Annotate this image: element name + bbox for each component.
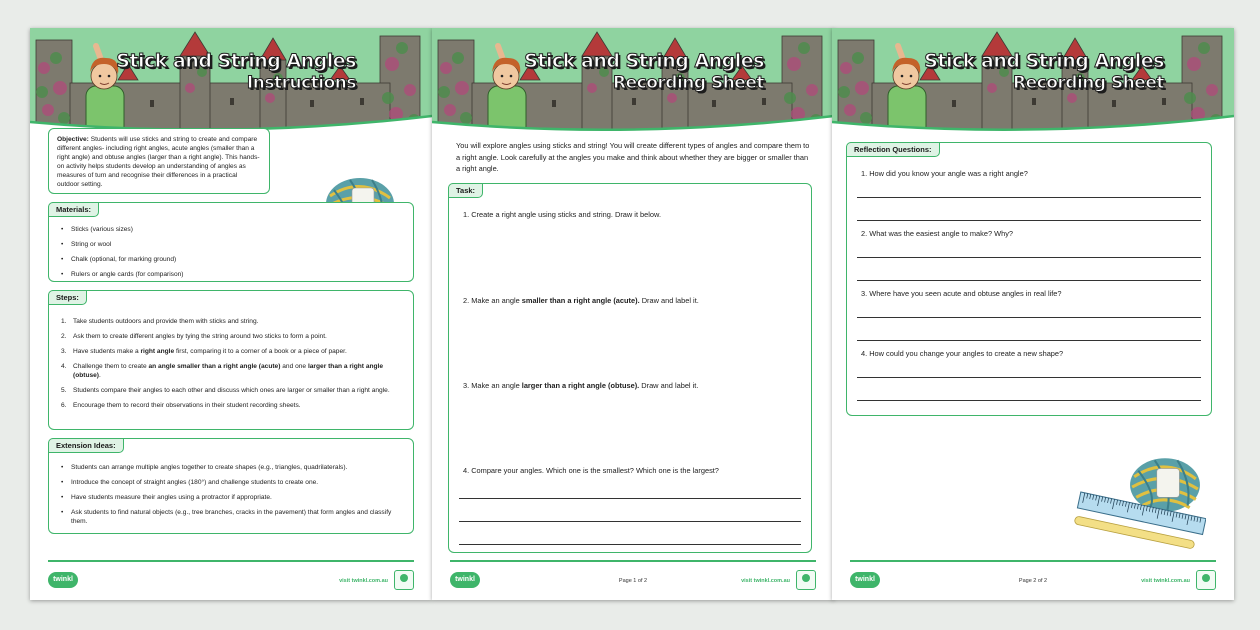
- steps-list: [59, 317, 403, 410]
- visit-link[interactable]: visit twinkl.com.au: [1141, 578, 1190, 584]
- instructions-page: [30, 28, 432, 600]
- materials-list: [59, 225, 403, 279]
- steps-label: Steps:: [48, 290, 87, 305]
- materials-box: [48, 202, 414, 282]
- quality-badge-icon: [796, 570, 816, 590]
- answer-line[interactable]: [857, 280, 1201, 281]
- list-item: • Sticks (various sizes): [59, 225, 403, 234]
- list-item: • Have students measure their angles using a protractor if appropriate.: [59, 493, 403, 502]
- objective-text: Objective: Students will use sticks and string to create and compare different angles- including right angles, acute angles (smaller than a right angle) and obtuse angles (larger than a right angle). This hands-on activity helps students develop an understanding of angles as measures of turn and recognise their differences in a practical outdoor setting.: [57, 136, 260, 188]
- extension-label: Extension Ideas:: [48, 438, 124, 453]
- extension-list: [59, 463, 403, 526]
- answer-line[interactable]: [459, 498, 801, 499]
- reflection-box: [846, 142, 1212, 416]
- reflection-question: 1. How did you know your angle was a right angle?: [861, 169, 1028, 178]
- page-footer: [432, 556, 834, 600]
- page-footer: [832, 556, 1234, 600]
- answer-line[interactable]: [857, 317, 1201, 318]
- list-item: 3. Have students make a right angle first, comparing it to a corner of a book or a piece of paper.: [61, 348, 347, 355]
- recording-sheet-page-1: [432, 28, 834, 600]
- twinkl-logo-icon[interactable]: twinkl: [850, 572, 880, 588]
- extension-box: [48, 438, 414, 534]
- list-item: 5. Students compare their angles to each other and discuss which ones are larger or smaller than a right angle.: [61, 387, 390, 394]
- list-item: • Students can arrange multiple angles together to create shapes (e.g., triangles, quadrilaterals).: [59, 463, 403, 472]
- answer-line[interactable]: [459, 544, 801, 545]
- question-3: 3. Make an angle larger than a right angle (obtuse). Draw and label it.: [463, 381, 699, 390]
- answer-line[interactable]: [857, 377, 1201, 378]
- title-line-2: Recording Sheet: [613, 73, 764, 93]
- question-1: 1. Create a right angle using sticks and string. Draw it below.: [463, 210, 662, 219]
- recording-sheet-page-2: [832, 28, 1234, 600]
- page-title: [116, 50, 356, 94]
- page-footer: [30, 556, 432, 600]
- steps-box: [48, 290, 414, 430]
- title-line-2: Instructions: [246, 73, 356, 93]
- answer-line[interactable]: [857, 220, 1201, 221]
- list-item: 6. Encourage them to record their observations in their student recording sheets.: [61, 402, 301, 409]
- reflection-question: 4. How could you change your angles to create a new shape?: [861, 349, 1064, 358]
- answer-line[interactable]: [857, 400, 1201, 401]
- twinkl-logo-icon[interactable]: twinkl: [48, 572, 78, 588]
- ruler-icon: [1072, 490, 1206, 552]
- title-line-1: Stick and String Angles: [924, 50, 1164, 72]
- title-line-1: Stick and String Angles: [116, 50, 356, 72]
- reflection-question: 3. Where have you seen acute and obtuse angles in real life?: [861, 289, 1062, 298]
- page-title: [524, 50, 764, 94]
- page-number: Page 1 of 2: [618, 578, 648, 584]
- page-title: [924, 50, 1164, 94]
- list-item: • Rulers or angle cards (for comparison): [59, 270, 403, 279]
- title-line-2: Recording Sheet: [1013, 73, 1164, 93]
- title-line-1: Stick and String Angles: [524, 50, 764, 72]
- task-box: [448, 183, 812, 553]
- twinkl-logo-icon[interactable]: twinkl: [450, 572, 480, 588]
- list-item: • Introduce the concept of straight angles (180°) and challenge students to create one.: [59, 478, 403, 487]
- reflection-question: 2. What was the easiest angle to make? Why?: [861, 229, 1013, 238]
- list-item: 1. Take students outdoors and provide them with sticks and string.: [61, 318, 259, 325]
- list-item: • Chalk (optional, for marking ground): [59, 255, 403, 264]
- answer-line[interactable]: [459, 521, 801, 522]
- list-item: 2. Ask them to create different angles by tying the string around two sticks to form a point.: [61, 333, 327, 340]
- task-label: Task:: [448, 183, 483, 198]
- list-item: • Ask students to find natural objects (e.g., tree branches, cracks in the pavement) that form angles and classify them.: [59, 508, 403, 526]
- answer-line[interactable]: [857, 257, 1201, 258]
- quality-badge-icon: [1196, 570, 1216, 590]
- reflection-label: Reflection Questions:: [846, 142, 940, 157]
- list-item: • String or wool: [59, 240, 403, 249]
- intro-text: You will explore angles using sticks and string! You will create different types of angles and compare them to a right angle. Look carefully at the angles you make and think about whether they are bigger or smaller than a right angle.: [456, 141, 810, 173]
- materials-label: Materials:: [48, 202, 99, 217]
- list-item: 4. Challenge them to create an angle smaller than a right angle (acute) and one larger than a right angle (obtuse).: [61, 363, 384, 379]
- visit-link[interactable]: visit twinkl.com.au: [741, 578, 790, 584]
- question-2: 2. Make an angle smaller than a right angle (acute). Draw and label it.: [463, 296, 699, 305]
- question-4: 4. Compare your angles. Which one is the smallest? Which one is the largest?: [463, 466, 719, 475]
- objective-box: [48, 128, 270, 194]
- answer-line[interactable]: [857, 197, 1201, 198]
- quality-badge-icon: [394, 570, 414, 590]
- answer-line[interactable]: [857, 340, 1201, 341]
- visit-link[interactable]: visit twinkl.com.au: [339, 578, 388, 584]
- page-number: Page 2 of 2: [1018, 578, 1048, 584]
